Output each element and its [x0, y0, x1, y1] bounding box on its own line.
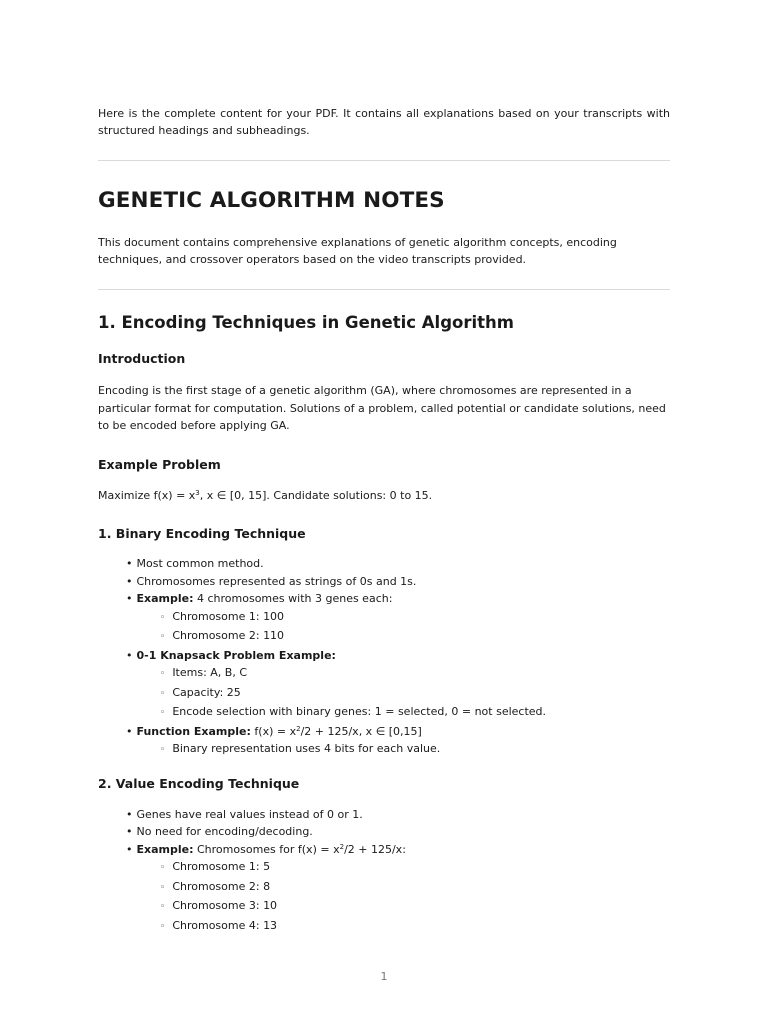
subheading-binary-encoding: 1. Binary Encoding Technique — [98, 526, 306, 541]
sub-list — [160, 858, 670, 936]
sub-list-item: ◦ Chromosome 2: 8 — [160, 879, 271, 893]
sub-list-item: ◦ Chromosome 1: 100 — [160, 609, 285, 623]
introduction-paragraph: Encoding is the first stage of a genetic algorithm (GA), where chromosomes are represented in a particular format for computation. Solutions of a problem, called potential or candidate solutions, need to be encoded before applying GA. — [98, 384, 666, 432]
sub-list — [160, 664, 670, 723]
list-item: • Most common method. — [126, 557, 264, 570]
sub-list-item: ◦ Chromosome 3: 10 — [160, 899, 278, 912]
document-title: GENETIC ALGORITHM NOTES — [98, 188, 445, 213]
list-item: • Chromosomes represented as strings of 0s and 1s. — [126, 574, 417, 588]
sub-list-item: ◦ Chromosome 4: 13 — [160, 918, 278, 932]
binary-encoding-list — [126, 555, 670, 760]
list-item: • 0-1 Knapsack Problem Example: ◦ Items: A, B, C ◦ Capacity: 25 ◦ Encode selection with binary genes: 1 = selected, 0 = not selected. — [126, 647, 670, 723]
divider — [98, 289, 670, 290]
sub-list-item: ◦ Binary representation uses 4 bits for each value. — [160, 742, 441, 755]
subheading-introduction: Introduction — [98, 351, 186, 366]
sub-list-item: ◦ Chromosome 2: 110 — [160, 629, 285, 642]
sub-list — [160, 740, 670, 760]
sub-list-item: ◦ Chromosome 1: 5 — [160, 860, 271, 873]
list-item: • Example: Chromosomes for $f(x) = x^2/2 + 125/x$: ◦ Chromosome 1: 5 ◦ Chromosome 2: 8 ◦ Chromosome 3: 10 ◦ Chromosome 4: 13 — [126, 841, 670, 937]
section-heading-encoding: 1. Encoding Techniques in Genetic Algorithm — [98, 313, 514, 332]
value-encoding-list — [126, 806, 670, 937]
sub-list — [160, 608, 670, 647]
list-item: • Genes have real values instead of 0 or 1. — [126, 807, 363, 821]
list-item: • Example: 4 chromosomes with 3 genes each: ◦ Chromosome 1: 100 ◦ Chromosome 2: 110 — [126, 590, 670, 647]
example-problem-text: Maximize $f(x) = x^3$, x ∈ [0, 15]. Candidate solutions: 0 to 15. — [98, 488, 433, 502]
subheading-example-problem: Example Problem — [98, 456, 221, 472]
sub-list-item: ◦ Encode selection with binary genes: 1 = selected, 0 = not selected. — [160, 705, 547, 718]
divider — [98, 160, 670, 161]
sub-list-item: ◦ Items: A, B, C — [160, 666, 248, 679]
intro-paragraph: Here is the complete content for your PDF. It contains all explanations based on your transcripts with structured headings and subheadings. — [98, 107, 670, 137]
list-item: • No need for encoding/decoding. — [126, 825, 313, 838]
sub-list-item: ◦ Capacity: 25 — [160, 685, 241, 699]
page-number: 1 — [380, 970, 388, 983]
document-page — [98, 105, 670, 936]
document-description: This document contains comprehensive explanations of genetic algorithm concepts, encoding techniques, and crossover operators based on the video transcripts provided. — [98, 236, 617, 266]
list-item: • Function Example: $f(x) = x^2/2 + 125/x$, x ∈ [0,15] ◦ Binary representation uses 4 bits for each value. — [126, 723, 670, 760]
subheading-value-encoding: 2. Value Encoding Technique — [98, 775, 300, 791]
